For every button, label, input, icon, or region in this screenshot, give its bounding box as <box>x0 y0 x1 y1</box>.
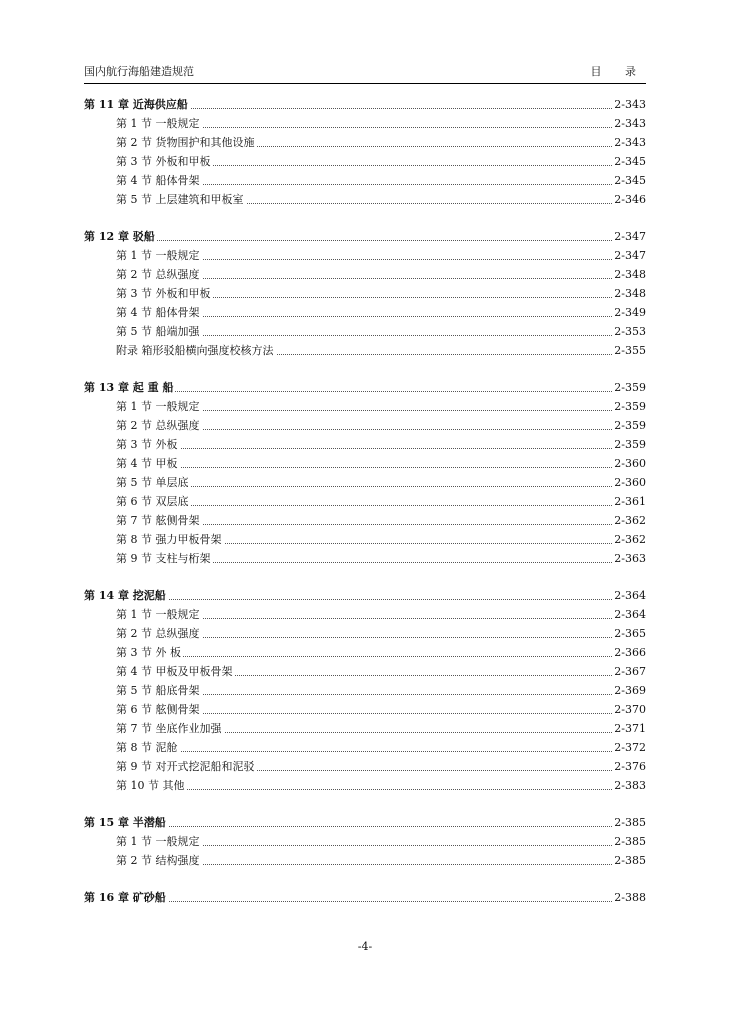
toc-entry-page: 2-369 <box>612 681 646 700</box>
toc-section-entry[interactable] <box>84 171 646 190</box>
toc-section-entry[interactable] <box>84 738 646 757</box>
toc-entry-label: 第 3 节 外板 <box>84 438 180 451</box>
toc-entry-page: 2-348 <box>612 284 646 303</box>
toc-entry-label: 第 15 章 半潜船 <box>84 816 166 829</box>
toc-entry-page: 2-343 <box>612 114 646 133</box>
toc-entry-label: 第 7 节 坐底作业加强 <box>84 722 224 735</box>
toc-entry-page: 2-349 <box>612 303 646 322</box>
toc-chapter-entry[interactable] <box>84 813 646 832</box>
toc-entry-label: 第 6 节 双层底 <box>84 495 191 508</box>
toc-entry-page: 2-376 <box>612 757 646 776</box>
header-divider <box>84 83 646 84</box>
toc-entry-page: 2-366 <box>612 643 646 662</box>
page-number: -4- <box>357 940 373 953</box>
toc-entry-page: 2-347 <box>612 246 646 265</box>
toc-entry-label: 第 16 章 矿砂船 <box>84 891 166 904</box>
toc-entry-page: 2-343 <box>612 95 646 114</box>
toc-chapter-entry[interactable] <box>84 378 646 397</box>
toc-entry-label: 第 5 节 船端加强 <box>84 325 202 338</box>
toc-entry-page: 2-355 <box>612 341 646 360</box>
toc-section-entry[interactable] <box>84 322 646 341</box>
toc-entry-label: 第 7 节 舷侧骨架 <box>84 514 202 527</box>
toc-entry-label: 第 2 节 总纵强度 <box>84 268 202 281</box>
toc-entry-page: 2-364 <box>612 605 646 624</box>
toc-section-entry[interactable] <box>84 114 646 133</box>
toc-section-entry[interactable] <box>84 341 646 360</box>
section-title: 目 录 <box>590 65 646 78</box>
toc-entry-page: 2-345 <box>612 152 646 171</box>
toc-section-entry[interactable] <box>84 473 646 492</box>
toc-entry-label: 第 4 节 船体骨架 <box>84 306 202 319</box>
toc-entry-page: 2-385 <box>612 832 646 851</box>
toc-entry-label: 第 2 节 总纵强度 <box>84 627 202 640</box>
toc-entry-label: 第 14 章 挖泥船 <box>84 589 166 602</box>
toc-entry-page: 2-345 <box>612 171 646 190</box>
toc-spacer <box>84 795 646 813</box>
toc-entry-label: 第 6 节 舷侧骨架 <box>84 703 202 716</box>
toc-entry-label: 第 1 节 一般规定 <box>84 608 202 621</box>
toc-entry-page: 2-383 <box>612 776 646 795</box>
toc-entry-page: 2-343 <box>612 133 646 152</box>
toc-entry-label: 第 2 节 货物围护和其他设施 <box>84 136 257 149</box>
toc-entry-label: 第 8 节 强力甲板骨架 <box>84 533 224 546</box>
leader-dots <box>84 240 614 241</box>
toc-entry-label: 第 2 节 总纵强度 <box>84 419 202 432</box>
toc-entry-label: 第 4 节 甲板及甲板骨架 <box>84 665 235 678</box>
toc-entry-page: 2-346 <box>612 190 646 209</box>
toc-section-entry[interactable] <box>84 492 646 511</box>
toc-entry-label: 第 3 节 外板和甲板 <box>84 287 213 300</box>
toc-entry-page: 2-385 <box>612 851 646 870</box>
toc-section-entry[interactable] <box>84 152 646 171</box>
toc-entry-page: 2-371 <box>612 719 646 738</box>
toc-section-entry[interactable] <box>84 246 646 265</box>
toc-entry-label: 第 1 节 一般规定 <box>84 400 202 413</box>
toc-section-entry[interactable] <box>84 549 646 568</box>
toc-entry-page: 2-362 <box>612 511 646 530</box>
toc-section-entry[interactable] <box>84 435 646 454</box>
toc-entry-label: 第 2 节 结构强度 <box>84 854 202 867</box>
toc-section-entry[interactable] <box>84 416 646 435</box>
toc-entry-page: 2-361 <box>612 492 646 511</box>
toc-section-entry[interactable] <box>84 662 646 681</box>
toc-entry-label: 第 5 节 上层建筑和甲板室 <box>84 193 246 206</box>
toc-entry-label: 第 3 节 外板和甲板 <box>84 155 213 168</box>
toc-entry-page: 2-347 <box>612 227 646 246</box>
table-of-contents <box>84 95 646 907</box>
toc-section-entry[interactable] <box>84 605 646 624</box>
toc-entry-label: 附录 箱形驳船横向强度校核方法 <box>84 344 276 357</box>
toc-entry-label: 第 13 章 起 重 船 <box>84 381 174 394</box>
toc-entry-page: 2-362 <box>612 530 646 549</box>
toc-entry-page: 2-385 <box>612 813 646 832</box>
toc-entry-page: 2-367 <box>612 662 646 681</box>
toc-section-entry[interactable] <box>84 643 646 662</box>
toc-section-entry[interactable] <box>84 624 646 643</box>
toc-section-entry[interactable] <box>84 303 646 322</box>
toc-entry-page: 2-388 <box>612 888 646 907</box>
toc-section-entry[interactable] <box>84 851 646 870</box>
toc-section-entry[interactable] <box>84 454 646 473</box>
toc-spacer <box>84 568 646 586</box>
toc-chapter-entry[interactable] <box>84 227 646 246</box>
toc-entry-label: 第 11 章 近海供应船 <box>84 98 188 111</box>
toc-entry-page: 2-359 <box>612 378 646 397</box>
toc-entry-page: 2-372 <box>612 738 646 757</box>
toc-spacer <box>84 870 646 888</box>
toc-section-entry[interactable] <box>84 776 646 795</box>
toc-section-entry[interactable] <box>84 757 646 776</box>
toc-section-entry[interactable] <box>84 133 646 152</box>
toc-section-entry[interactable] <box>84 190 646 209</box>
toc-entry-label: 第 1 节 一般规定 <box>84 117 202 130</box>
toc-spacer <box>84 360 646 378</box>
toc-entry-page: 2-359 <box>612 416 646 435</box>
toc-entry-page: 2-370 <box>612 700 646 719</box>
toc-section-entry[interactable] <box>84 397 646 416</box>
toc-entry-page: 2-364 <box>612 586 646 605</box>
toc-entry-page: 2-353 <box>612 322 646 341</box>
toc-chapter-entry[interactable] <box>84 95 646 114</box>
toc-entry-label: 第 5 节 船底骨架 <box>84 684 202 697</box>
toc-entry-page: 2-360 <box>612 454 646 473</box>
toc-entry-label: 第 4 节 甲板 <box>84 457 180 470</box>
toc-entry-label: 第 5 节 单层底 <box>84 476 191 489</box>
toc-section-entry[interactable] <box>84 832 646 851</box>
toc-section-entry[interactable] <box>84 284 646 303</box>
toc-spacer <box>84 209 646 227</box>
toc-entry-label: 第 10 节 其他 <box>84 779 187 792</box>
toc-section-entry[interactable] <box>84 700 646 719</box>
toc-entry-page: 2-359 <box>612 397 646 416</box>
toc-entry-label: 第 4 节 船体骨架 <box>84 174 202 187</box>
toc-section-entry[interactable] <box>84 681 646 700</box>
toc-entry-page: 2-360 <box>612 473 646 492</box>
toc-entry-label: 第 9 节 支柱与桁架 <box>84 552 213 565</box>
toc-section-entry[interactable] <box>84 530 646 549</box>
document-title: 国内航行海船建造规范 <box>84 65 194 78</box>
toc-entry-page: 2-363 <box>612 549 646 568</box>
toc-chapter-entry[interactable] <box>84 586 646 605</box>
toc-section-entry[interactable] <box>84 265 646 284</box>
toc-entry-page: 2-365 <box>612 624 646 643</box>
toc-entry-page: 2-348 <box>612 265 646 284</box>
toc-entry-label: 第 8 节 泥舱 <box>84 741 180 754</box>
toc-entry-page: 2-359 <box>612 435 646 454</box>
toc-entry-label: 第 9 节 对开式挖泥船和泥驳 <box>84 760 257 773</box>
toc-chapter-entry[interactable] <box>84 888 646 907</box>
toc-section-entry[interactable] <box>84 511 646 530</box>
toc-section-entry[interactable] <box>84 719 646 738</box>
toc-entry-label: 第 3 节 外 板 <box>84 646 183 659</box>
toc-entry-label: 第 1 节 一般规定 <box>84 249 202 262</box>
toc-entry-label: 第 1 节 一般规定 <box>84 835 202 848</box>
running-header <box>84 63 646 81</box>
toc-entry-label: 第 12 章 驳船 <box>84 230 155 243</box>
